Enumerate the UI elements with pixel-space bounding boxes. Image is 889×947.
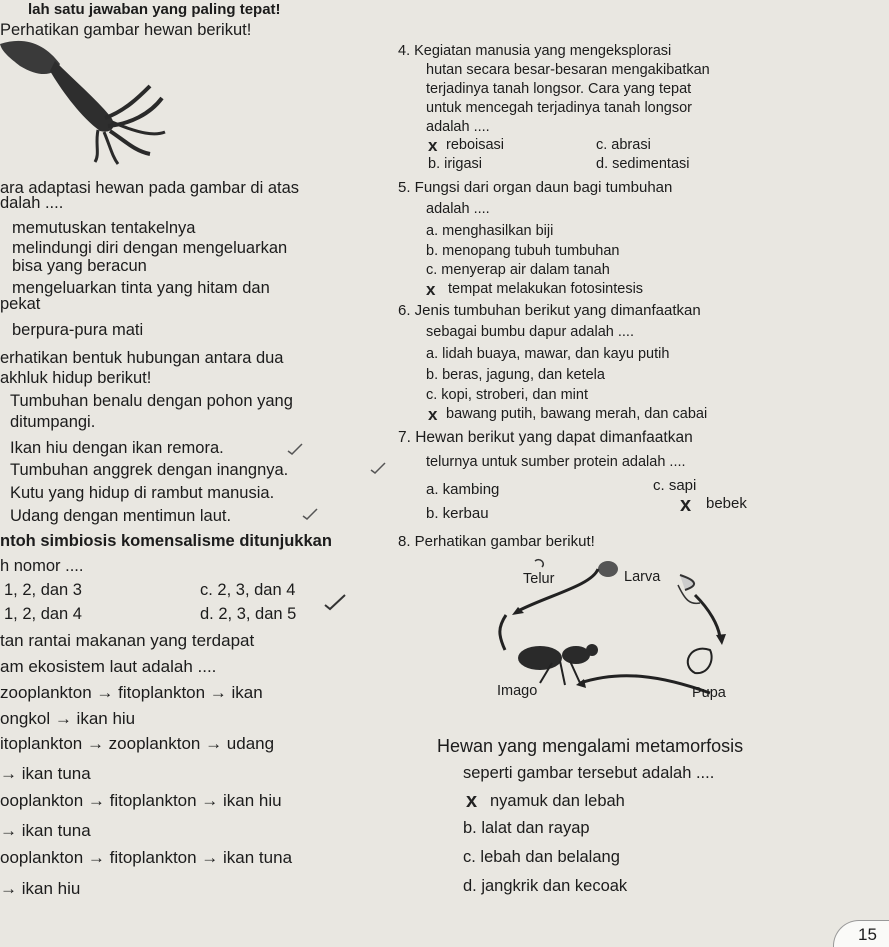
page-number: 15	[858, 925, 877, 944]
option-b-line1: melindungi diri dengan mengeluarkan	[12, 239, 288, 257]
q5-option-b: b. menopang tubuh tumbuhan	[426, 243, 620, 259]
q4-option-c: c. abrasi	[596, 137, 651, 153]
q5-option-d: tempat melakukan fotosintesis	[448, 281, 644, 297]
q7-option-b: b. kerbau	[426, 505, 489, 522]
q3-option-b-line2: → ikan tuna	[0, 764, 91, 783]
q2-item-1b: ditumpangi.	[10, 413, 96, 431]
pupa-label: Pupa	[692, 685, 726, 701]
option-c-line1: mengeluarkan tinta yang hitam dan	[12, 279, 270, 297]
q5-option-c: c. menyerap air dalam tanah	[426, 262, 610, 278]
q2-item-3: Tumbuhan anggrek dengan inangnya.	[10, 461, 289, 479]
question-intro: Perhatikan gambar hewan berikut!	[0, 21, 252, 39]
q3-option-a-line1: zooplankton → fitoplankton → ikan	[0, 683, 263, 702]
check-mark-3	[302, 508, 318, 520]
adult-label: Imago	[497, 683, 538, 699]
q3-option-b-line1: itoplankton → zooplankton → udang	[0, 734, 275, 753]
check-mark-2	[370, 462, 386, 474]
option-a: memutuskan tentakelnya	[12, 219, 196, 237]
q5-stem-line1: 5. Fungsi dari organ daun bagi tumbuhan	[398, 179, 673, 196]
option-d: berpura-pura mati	[12, 321, 144, 339]
q6-option-d: bawang putih, bawang merah, dan cabai	[446, 406, 708, 422]
q3-option-c-line1: ooplankton → fitoplankton → ikan hiu	[0, 791, 282, 810]
q7-option-c: c. sapi	[653, 477, 697, 494]
q7-option-d: bebek	[706, 495, 747, 512]
q2-item-2: Ikan hiu dengan ikan remora.	[10, 439, 224, 457]
q6-option-b: b. beras, jagung, dan ketela	[426, 367, 605, 383]
answer-cross-q4: x	[428, 136, 438, 155]
q8-option-b: b. lalat dan rayap	[463, 819, 590, 837]
q2-prompt-line2: h nomor ....	[0, 557, 84, 575]
q3-stem-line2: am ekosistem laut adalah ....	[0, 657, 217, 676]
q6-option-a: a. lidah buaya, mawar, dan kayu putih	[426, 346, 670, 362]
q2-option-b: 1, 2, dan 4	[4, 605, 82, 623]
q4-option-b: b. irigasi	[428, 156, 482, 172]
q3-option-c-line2: → ikan tuna	[0, 821, 91, 840]
q4-stem-line1: 4. Kegiatan manusia yang mengeksplorasi	[398, 43, 672, 59]
q6-stem-line1: 6. Jenis tumbuhan berikut yang dimanfaatkan	[398, 302, 701, 319]
q8-option-c: c. lebah dan belalang	[463, 848, 620, 866]
q2-item-1a: Tumbuhan benalu dengan pohon yang	[10, 392, 293, 410]
q2-stem-line1: erhatikan bentuk hubungan antara dua	[0, 349, 284, 367]
q8-question-line2: seperti gambar tersebut adalah ....	[463, 764, 715, 782]
q3-option-d-line1: ooplankton → fitoplankton → ikan tuna	[0, 848, 293, 867]
q4-stem-line5: adalah ....	[426, 119, 490, 135]
option-b-line2: bisa yang beracun	[12, 257, 147, 275]
q6-stem-line2: sebagai bumbu dapur adalah ....	[426, 324, 634, 340]
larva-label: Larva	[624, 569, 661, 585]
q3-stem-line1: tan rantai makanan yang terdapat	[0, 631, 255, 650]
egg-label: Telur	[523, 571, 555, 587]
answer-cross-q5: x	[426, 280, 436, 299]
q5-option-a: a. menghasilkan biji	[426, 223, 554, 239]
q8-option-a: nyamuk dan lebah	[490, 792, 625, 810]
q8-option-d: d. jangkrik dan kecoak	[463, 877, 628, 895]
q2-option-c: c. 2, 3, dan 4	[200, 581, 296, 599]
q2-stem-line2: akhluk hidup berikut!	[0, 369, 152, 387]
question-stem-line2: dalah ....	[0, 194, 64, 212]
q4-stem-line2: hutan secara besar-besaran mengakibatkan	[426, 62, 710, 78]
instruction-header: lah satu jawaban yang paling tepat!	[28, 1, 281, 18]
q7-stem-line1: 7. Hewan berikut yang dapat dimanfaatkan	[398, 429, 693, 446]
q4-option-d: d. sedimentasi	[596, 156, 690, 172]
q8-stem: 8. Perhatikan gambar berikut!	[398, 533, 595, 550]
q8-question-line1: Hewan yang mengalami metamorfosis	[437, 736, 744, 756]
q2-option-d: d. 2, 3, dan 5	[200, 605, 297, 623]
q2-option-a: 1, 2, dan 3	[4, 581, 82, 599]
q4-stem-line4: untuk mencegah terjadinya tanah longsor	[426, 100, 693, 116]
answer-cross-q7: x	[680, 494, 692, 516]
answer-cross-q8: x	[466, 790, 478, 812]
q4-option-a: reboisasi	[446, 137, 505, 153]
q2-prompt-line1: ntoh simbiosis komensalisme ditunjukkan	[0, 532, 332, 550]
q4-stem-line3: terjadinya tanah longsor. Cara yang tepat	[426, 81, 692, 97]
check-mark-1	[287, 443, 303, 455]
option-c-line2: pekat	[0, 295, 41, 313]
q3-option-d-line2: → ikan hiu	[0, 879, 81, 898]
q6-option-c: c. kopi, stroberi, dan mint	[426, 387, 588, 403]
squid-illustration	[0, 36, 170, 166]
q2-item-5: Udang dengan mentimun laut.	[10, 507, 232, 525]
q7-option-a: a. kambing	[426, 481, 500, 498]
check-mark-answer	[324, 594, 346, 610]
q5-stem-line2: adalah ....	[426, 201, 490, 217]
q3-option-a-line2: ongkol → ikan hiu	[0, 709, 136, 728]
q2-item-4: Kutu yang hidup di rambut manusia.	[10, 484, 275, 502]
q7-stem-line2: telurnya untuk sumber protein adalah ....	[426, 454, 686, 470]
question-stem-line1: ara adaptasi hewan pada gambar di atas	[0, 179, 300, 197]
answer-cross-q6: x	[428, 405, 438, 424]
